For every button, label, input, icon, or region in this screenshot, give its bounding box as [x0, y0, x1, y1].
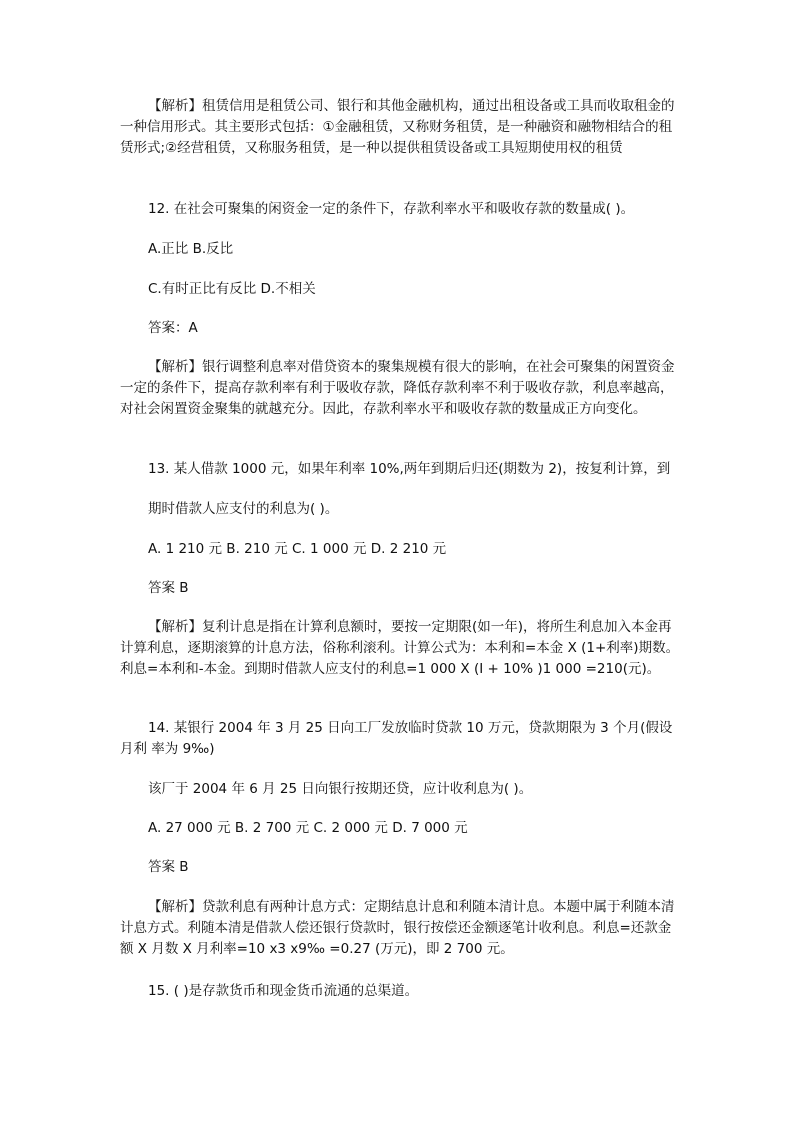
- question-12: 12. 在社会可聚集的闲资金一定的条件下，存款利率水平和吸收存款的数量成( )。: [148, 201, 635, 217]
- analysis-paragraph-14: 【解析】贷款利息有两种计息方式：定期结息计息和利随本清计息。本题中属于利随本清计息方式。利随本清是借款人偿还银行贷款时，银行按偿还金额逐笔计收利息。利息=还款金额 X 月数 X 月利率=10 x3 x9‰ =0.27 (万元)，即 2 700 元。: [120, 899, 675, 957]
- analysis-paragraph-13: 【解析】复利计息是指在计算利息额时，要按一定期限(如一年)，将所生利息加入本金再计算利息，逐期滚算的计息方法，俗称利滚利。计算公式为：本利和=本金 X (1+利率)期数。利息=本利和-本金。到期时借款人应支付的利息=1 000 X (I + 10% )1 000 =210(元)。: [120, 619, 680, 677]
- question-13-options: A. 1 210 元 B. 210 元 C. 1 000 元 D. 2 210 元: [148, 541, 447, 557]
- question-14-line-2: 该厂于 2004 年 6 月 25 日向银行按期还贷，应计收利息为( )。: [148, 781, 533, 797]
- question-12-answer: 答案：A: [148, 320, 198, 336]
- question-13-answer: 答案 B: [148, 580, 189, 596]
- question-13-line-1: 13. 某人借款 1000 元，如果年利率 10%,两年到期后归还(期数为 2)，按复利计算，到: [148, 461, 671, 477]
- question-12-options-cd: C.有时正比有反比 D.不相关: [148, 281, 316, 297]
- question-14-options: A. 27 000 元 B. 2 700 元 C. 2 000 元 D. 7 000 元: [148, 820, 468, 836]
- question-12-options-ab: A.正比 B.反比: [148, 241, 234, 257]
- question-13-line-2: 期时借款人应支付的利息为( )。: [148, 501, 339, 517]
- analysis-paragraph-11: 【解析】租赁信用是租赁公司、银行和其他金融机构，通过出租设备或工具而收取租金的一种信用形式。其主要形式包括：①金融租赁，又称财务租赁，是一种融资和融物相结合的租赁形式;②经营租赁，又称服务租赁，是一种以提供租赁设备或工具短期使用权的租赁: [120, 98, 675, 156]
- analysis-paragraph-12: 【解析】银行调整利息率对借贷资本的聚集规模有很大的影响，在社会可聚集的闲置资金一定的条件下，提高存款利率有利于吸收存款，降低存款利率不利于吸收存款，利息率越高，对社会闲置资金聚集的就越充分。因此，存款利率水平和吸收存款的数量成正方向变化。: [120, 359, 675, 417]
- question-15: 15. ( )是存款货币和现金货币流通的总渠道。: [148, 983, 419, 999]
- question-14-answer: 答案 B: [148, 859, 189, 875]
- question-14-line-1: 14. 某银行 2004 年 3 月 25 日向工厂发放临时贷款 10 万元，贷款期限为 3 个月(假设月利 率为 9‰): [120, 720, 673, 757]
